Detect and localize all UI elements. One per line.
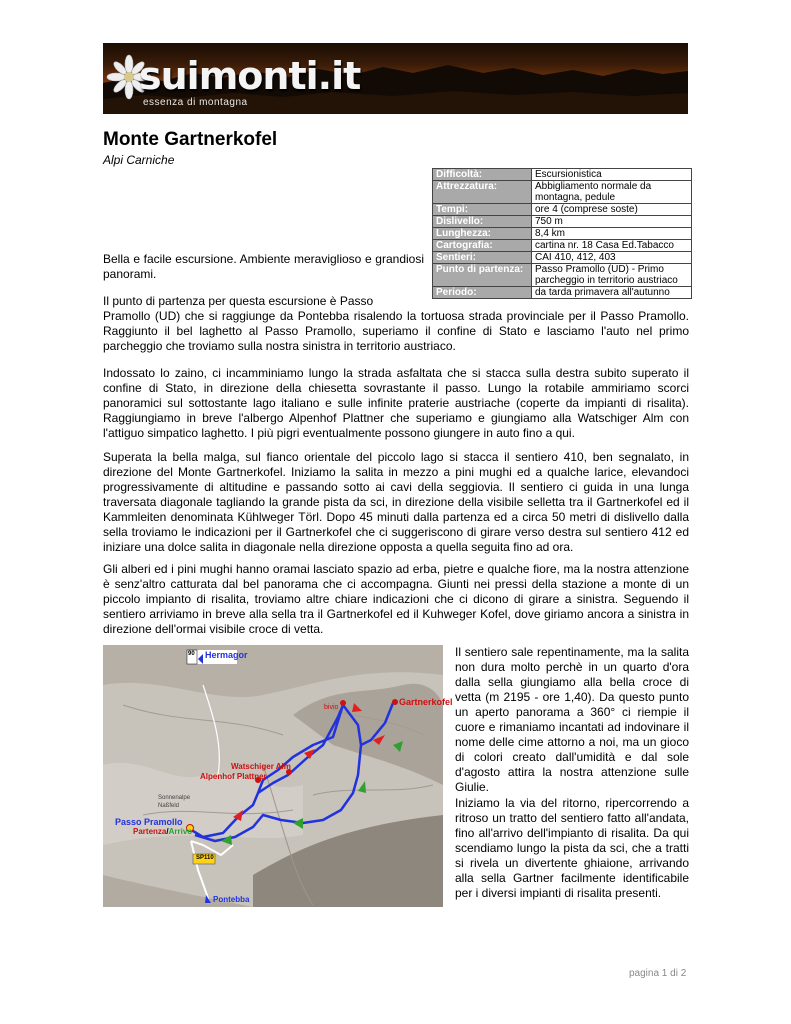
info-row xyxy=(433,204,692,216)
info-value: cartina nr. 18 Casa Ed.Tabacco xyxy=(532,240,692,252)
header-banner xyxy=(103,43,688,114)
info-label: Lunghezza: xyxy=(433,228,532,240)
map-label-partenza: Partenza xyxy=(133,827,167,836)
info-row xyxy=(433,240,692,252)
map-label-gartnerkofel: Gartnerkofel xyxy=(399,697,453,707)
map-label-hermagor: Hermagor xyxy=(205,650,248,660)
info-value: da tarda primavera all'autunno xyxy=(532,287,692,299)
paragraph-text: Indossato lo zaino, ci incamminiamo lungo la strada asfaltata che si stacca sulla destra subito superato il confine di Stato, in direzione della chiesetta sovrastante il passo. Lungo la rotabile ammiriamo scorci panoramici sul sottostante lago italiano e sulle infinite praterie austriache (coperte da impianti di risalita). Raggiungiamo in breve l'albergo Alpenhof Plattner che superiamo e giungiamo alla Watschiger Alm con l'attiguo simpatico laghetto. I più pigri eventualmente possono giungere in auto fino a qui. xyxy=(103,366,689,440)
map-label-alpenhof: Alpenhof Plattner xyxy=(200,772,267,781)
paragraph-text: Iniziamo la via del ritorno, ripercorrendo a ritroso un tratto del sentiero fatto all'andata, fino all'arrivo dell'impianto di risalita. Da qui scendiamo lungo la pista da sci, che a tratti si rivela un divertente ghiaione, arrivando alla sella Gartner facilmente identificabile per i diversi impianti di risalita presenti. xyxy=(455,796,689,900)
info-value: ore 4 (comprese soste) xyxy=(532,204,692,216)
info-label: Attrezzatura: xyxy=(433,181,532,204)
info-label: Sentieri: xyxy=(433,252,532,264)
info-value: Abbigliamento normale da montagna, pedule xyxy=(532,181,692,204)
map-label-arrivo: Arrivo xyxy=(168,827,193,836)
info-label: Dislivello: xyxy=(433,216,532,228)
info-label: Cartografia: xyxy=(433,240,532,252)
info-value: CAI 410, 412, 403 xyxy=(532,252,692,264)
info-label: Difficoltà: xyxy=(433,169,532,181)
paragraph-text: Gli alberi ed i pini mughi hanno oramai lasciato spazio ad erba, pietre e qualche fiore, ma la nostra attenzione è senz'altro catturata dal bel panorama che ci accompagna. Giunti nei pressi della stazione a monte di un piccolo impianto di risalita, troviamo altre chiare indicazioni che ci dicono di girare a sinistra. Seguendo il sentiero arriviamo in breve alla sella tra il Gartnerkofel ed il Kuhweger Kofel, dove giriamo ancora a sinistra in direzione dell'ormai visibile croce di vetta. xyxy=(103,562,689,636)
info-row xyxy=(433,287,692,299)
map-label-pontebba: Pontebba xyxy=(213,895,250,904)
info-value: 750 m xyxy=(532,216,692,228)
map-label-partenza-arrivo: Partenza/Arrivo xyxy=(133,827,193,836)
info-label: Periodo: xyxy=(433,287,532,299)
page-number: pagina 1 di 2 xyxy=(629,968,687,979)
climb-paragraph xyxy=(103,450,689,555)
info-row xyxy=(433,216,692,228)
info-value: Passo Pramollo (UD) - Primo parcheggio in territorio austriaco xyxy=(532,264,692,287)
info-table xyxy=(432,168,692,299)
paragraph-text: Pramollo (UD) che si raggiunge da Pontebba risalendo la tortuosa strada provinciale per il Passo Pramollo. Raggiunto il bel laghetto al Passo Pramollo, superiamo il confine di Stato e lasciamo l'auto nel primo parcheggio che troviamo sulla nostra sinistra in territorio austriaco. xyxy=(103,309,689,353)
paragraph-text: Il punto di partenza per questa escursione è Passo xyxy=(103,294,374,308)
map-label-passo: Passo Pramollo xyxy=(115,817,183,827)
info-label: Tempi: xyxy=(433,204,532,216)
route-map xyxy=(103,645,453,907)
site-tagline: essenza di montagna xyxy=(143,97,248,108)
info-row xyxy=(433,169,692,181)
map-label-road-90: 90 xyxy=(188,651,195,657)
intro-paragraph xyxy=(103,252,424,282)
page-title: Monte Gartnerkofel xyxy=(103,129,278,150)
panorama-paragraph xyxy=(103,562,689,637)
start-paragraph-lead xyxy=(103,294,424,309)
map-label-sp110: SP110 xyxy=(196,855,214,861)
info-row xyxy=(433,181,692,204)
info-label: Punto di partenza: xyxy=(433,264,532,287)
info-value: Escursionistica xyxy=(532,169,692,181)
road-paragraph xyxy=(103,366,689,441)
info-value: 8,4 km xyxy=(532,228,692,240)
summit-paragraph xyxy=(455,645,689,795)
page-subtitle: Alpi Carniche xyxy=(103,153,175,167)
paragraph-text: Il sentiero sale repentinamente, ma la salita non dura molto perchè in un quarto d'ora dalla sella giungiamo alla bella croce di vetta (m 2195 - ore 1,40). Da questo punto un aperto panorama a 360° ci riempie il cuore e rimaniamo incantati ad indovinare il nome delle cime attorno a noi, ma un gioco di colori creato dall'umidità e dal sole d'agosto attira la nostra attenzione sulle Giulie. xyxy=(455,645,689,794)
return-paragraph xyxy=(455,796,689,901)
map-label-sonnenalpe: Sonnenalpe xyxy=(158,795,191,801)
route-map-graphic xyxy=(103,645,443,907)
site-logo[interactable]: suimonti.it xyxy=(139,54,361,98)
map-label-bivio: bivio xyxy=(324,704,339,711)
info-row xyxy=(433,252,692,264)
map-label-nassfeld: Naßfeld xyxy=(158,803,180,809)
paragraph-text: Superata la bella malga, sul fianco orientale del piccolo lago si stacca il sentiero 410, ben segnalato, in direzione del Monte Gartnerkofel. Iniziamo la salita in mezzo a pini mughi ed a qualche larice, elevandoci progressivamente di altitudine e passando sotto ai cavi della seggiovia. Il sentiero ci guida in una lunga traversata diagonale tagliando la grande pista da sci, in direzione della visibile selletta tra il Gartnerkofel ed il Kammleiten denominata Kühlweger Törl. Dopo 45 minuti dalla partenza ed a circa 50 metri di dislivello dalla sella troviamo le indicazioni per il Gartnerkofel che ci suggeriscono di girare verso destra sul sentiero 412 ed iniziare una dolce salita in diagonale nella direzione opposta a quella seguita fino ad ora. xyxy=(103,450,689,554)
info-row xyxy=(433,264,692,287)
start-paragraph xyxy=(103,309,689,354)
info-row xyxy=(433,228,692,240)
map-label-watschiger: Watschiger Alm xyxy=(231,762,291,771)
paragraph-text: Bella e facile escursione. Ambiente meraviglioso e grandiosi panorami. xyxy=(103,252,424,281)
